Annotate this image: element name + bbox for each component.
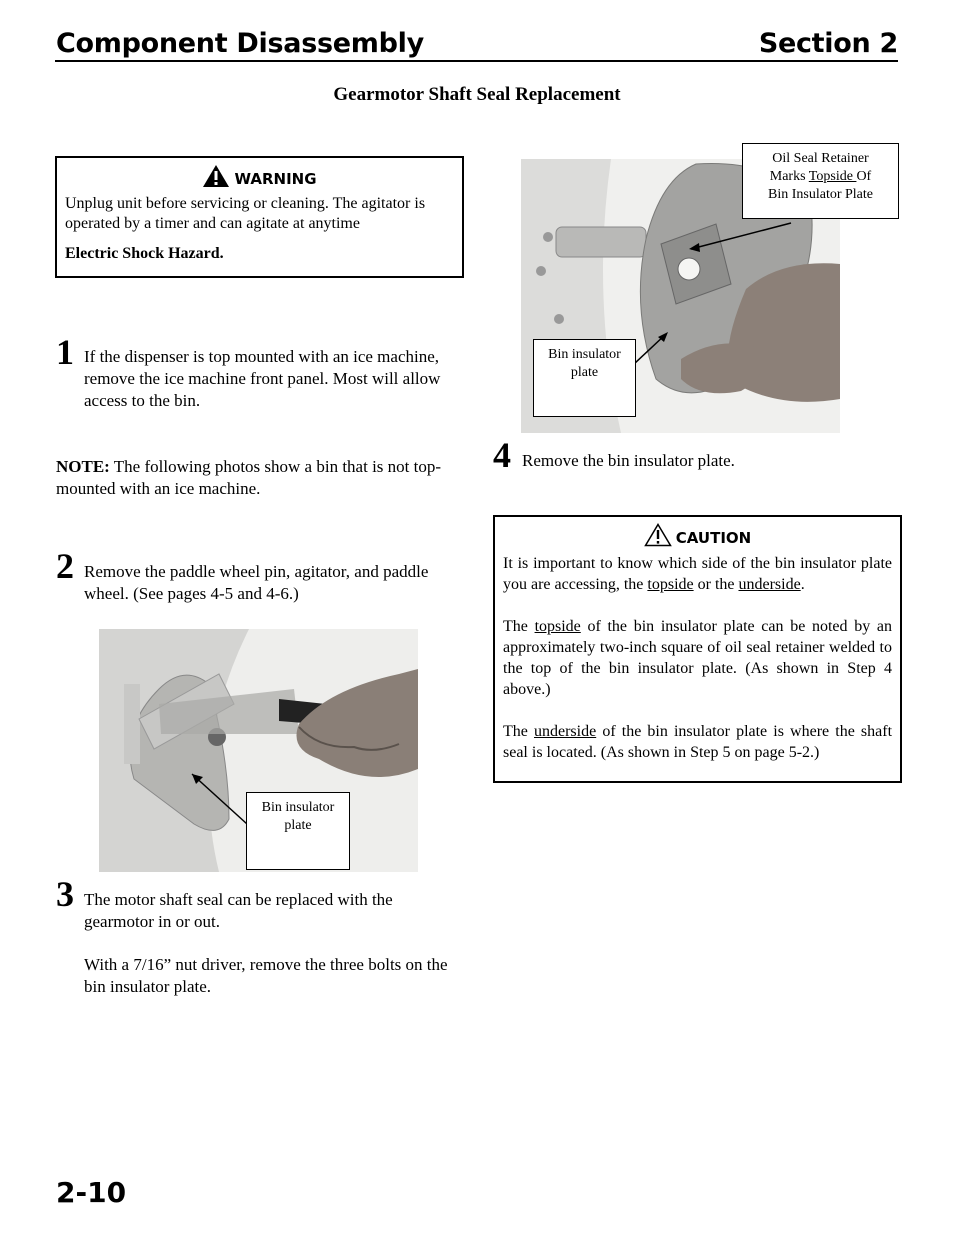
step-4-number: 4	[493, 435, 511, 475]
caution-box	[493, 515, 902, 783]
note-text: The following photos show a bin that is not top-mounted with an ice machine.	[56, 457, 442, 498]
caution-p1-c: .	[800, 576, 805, 593]
caution-p2-a: The	[503, 618, 535, 635]
warning-label: WARNING	[234, 170, 317, 188]
caution-p1-topside: topside	[647, 576, 694, 593]
callout-bin-insulator-plate-left: Bin insulator plate	[246, 792, 350, 870]
warning-box	[55, 156, 464, 278]
callout-oil-seal-pre: Marks	[769, 169, 809, 184]
step-3-number: 3	[56, 874, 74, 914]
callout-oil-seal-post: Of	[856, 169, 872, 184]
step-4-text: Remove the bin insulator plate.	[522, 451, 735, 470]
caution-p1-a: It is important to know which side of the bin insulator plate you are accessing, the	[503, 555, 892, 593]
caution-heading	[503, 523, 892, 553]
callout-oil-seal-line3: Bin Insulator Plate	[768, 187, 873, 202]
caution-paragraph-3	[503, 721, 892, 763]
header-title: Component Disassembly	[56, 28, 424, 59]
callout-bin-insulator-plate-right: Bin insulator plate	[533, 339, 636, 417]
step-3-text: The motor shaft seal can be replaced with the gearmotor in or out.	[84, 890, 393, 931]
caution-p1-underside: underside	[738, 576, 801, 593]
warning-heading	[65, 164, 454, 194]
caution-p3-underside: underside	[534, 723, 597, 740]
caution-p3-a: The	[503, 723, 534, 740]
callout-oil-seal-topside: Topside	[808, 169, 857, 184]
callout-oil-seal-line1: Oil Seal Retainer	[772, 151, 869, 166]
caution-triangle-icon	[644, 523, 672, 547]
header-section: Section 2	[758, 28, 898, 59]
step-3-text-2: With a 7/16” nut driver, remove the three bolts on the bin insulator plate.	[84, 955, 448, 996]
caution-p2-topside: topside	[534, 618, 581, 635]
caution-label: CAUTION	[675, 529, 752, 547]
step-2-number: 2	[56, 546, 74, 586]
caution-p3-b: of the bin insulator plate is where the shaft seal is located. (As shown in Step 5 on page 5-2.)	[503, 723, 893, 761]
warning-text: Unplug unit before servicing or cleaning. The agitator is operated by a timer and can agitate at anytime	[65, 195, 426, 232]
page-subtitle: Gearmotor Shaft Seal Replacement	[333, 84, 621, 105]
step-2-text: Remove the paddle wheel pin, agitator, and paddle wheel. (See pages 4-5 and 4-6.)	[84, 562, 429, 603]
caution-paragraph-2	[503, 616, 892, 700]
photo-remove-bolts	[99, 629, 418, 872]
warning-hazard: Electric Shock Hazard.	[65, 245, 224, 262]
step-1-number: 1	[56, 332, 74, 372]
note	[56, 456, 456, 500]
caution-p1-b: or the	[693, 576, 739, 593]
header-rule	[55, 60, 898, 62]
callout-oil-seal-line2	[745, 168, 896, 186]
caution-p2-b: of the bin insulator plate can be noted by an approximately two-inch square of oil seal retainer welded to the top of the bin insulator plate. (As shown in Step 4 above.)	[503, 618, 893, 698]
callout-oil-seal-retainer	[742, 143, 899, 219]
page-number: 2-10	[56, 1176, 127, 1209]
note-label: NOTE:	[56, 457, 110, 476]
step-1-text: If the dispenser is top mounted with an ice machine, remove the ice machine front panel. Most will allow access to the bin.	[84, 347, 441, 410]
warning-triangle-icon	[202, 164, 230, 188]
caution-paragraph-1	[503, 553, 892, 595]
